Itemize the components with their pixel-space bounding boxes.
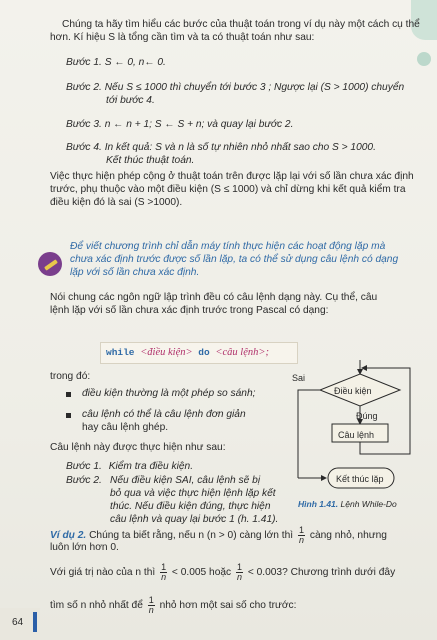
- step-3-text: n ← n + 1; S ← S + n; và quay lại bước 2.: [104, 119, 294, 130]
- step-1: [66, 56, 166, 69]
- example-label: Ví dụ 2.: [50, 530, 87, 542]
- example-line-3: [50, 563, 395, 582]
- step-3: [66, 118, 293, 131]
- figure-caption-text: Lệnh While-Do: [340, 499, 397, 509]
- flow-label-true: Đúng: [356, 411, 378, 421]
- exec-step-1: [66, 460, 193, 473]
- page-number: 64: [12, 617, 24, 628]
- bullet-2-line-2: hay câu lệnh ghép.: [82, 422, 169, 433]
- exec-step-2-label: Bước 2.: [66, 475, 102, 486]
- step-1-label: Bước 1.: [66, 57, 102, 68]
- code-statement: <câu lệnh>;: [215, 347, 269, 358]
- example-line-1-b: càng nhỏ, nhưng: [309, 530, 387, 542]
- exec-step-2-line-1: Nếu điều kiện SAI, câu lệnh sẽ bị: [110, 475, 261, 486]
- step-1-text: S ← 0, n← 0.: [104, 57, 166, 68]
- corner-decoration-dot: [417, 52, 431, 66]
- fraction-1-over-n: $\frac{1}{n}$: [298, 525, 304, 545]
- step-2-text-cont: tới bước 4.: [106, 95, 155, 106]
- exec-step-1-text: Kiểm tra điều kiện.: [108, 461, 194, 472]
- page-number-tab: [33, 612, 37, 632]
- code-condition: <điều kiện>: [140, 347, 193, 358]
- example-line-1-a: Chúng ta biết rằng, nếu n (n > 0) càng lớn thì: [89, 530, 294, 542]
- para2-line-3: điều kiện đó là sai (S >1000).: [50, 197, 183, 208]
- step-2-label: Bước 2.: [66, 82, 102, 93]
- step-2-text: Nếu S ≤ 1000 thì chuyển tới bước 3 ; Ngược lại (S > 1000) chuyển: [104, 82, 405, 93]
- note-line-2: chưa xác định trước được số lần lặp, ta có thể sử dụng câu lệnh có dạng: [70, 254, 399, 265]
- example-line-4-a: tìm số n nhỏ nhất để: [50, 600, 143, 612]
- exec-step-2-line-2: bỏ qua và việc thực hiện lệnh lặp kết: [110, 488, 276, 499]
- code-keyword-do: do: [198, 347, 210, 358]
- bullet-2-line-1: câu lệnh có thể là câu lệnh đơn giản: [82, 409, 246, 420]
- flow-false-line: [298, 390, 320, 478]
- step-2: [66, 81, 404, 94]
- step-4: [66, 141, 376, 154]
- figure-caption-number: Hình 1.41.: [298, 499, 339, 509]
- example-line-2: luôn lớn hơn 0.: [50, 542, 119, 553]
- step-4-text: In kết quả: S và n là số tự nhiên nhỏ nhất sao cho S > 1000.: [104, 142, 376, 153]
- code-keyword-while: while: [106, 347, 135, 358]
- note-line-3: lặp với số lần chưa xác định.: [70, 267, 200, 278]
- step-3-label: Bước 3.: [66, 119, 102, 130]
- exec-step-1-label: Bước 1.: [66, 461, 102, 472]
- example-line-3-b: < 0.005 hoặc: [171, 567, 232, 579]
- flow-label-end: Kết thúc lặp: [336, 474, 384, 484]
- figure-caption: [298, 498, 397, 511]
- step-4-label: Bước 4.: [66, 142, 102, 153]
- exec-step-2-line-4: câu lệnh và quay lại bước 1 (h. 1.41).: [110, 514, 279, 525]
- example-line-4-b: nhỏ hơn một sai số cho trước:: [159, 600, 297, 612]
- example-line-4: [50, 596, 296, 615]
- fraction-1-over-n: $\frac{1}{n}$: [236, 562, 242, 582]
- exec-intro: Câu lệnh này được thực hiện như sau:: [50, 442, 226, 453]
- note-line-1: Để viết chương trình chỉ dẫn máy tính thực hiện các hoạt động lặp mà: [70, 241, 386, 252]
- para3-line-2: lệnh lặp với số lần chưa xác định trước trong Pascal có dạng:: [50, 305, 329, 316]
- intro-line-1: Chúng ta hãy tìm hiểu các bước của thuật toán trong ví dụ này một cách cụ thể: [62, 19, 420, 30]
- fraction-1-over-n: $\frac{1}{n}$: [148, 595, 154, 615]
- pencil-note-icon: [38, 252, 62, 276]
- flow-label-condition: Điều kiện: [334, 386, 372, 396]
- bullet-marker: [66, 392, 71, 397]
- code-line: [106, 346, 269, 359]
- para2-line-1: Việc thực hiện phép cộng ở thuật toán trên được lặp lại với số lần chưa xác định: [50, 171, 414, 182]
- step-4-text-cont: Kết thúc thuật toán.: [106, 155, 195, 166]
- fraction-1-over-n: $\frac{1}{n}$: [161, 562, 167, 582]
- flow-label-false: Sai: [292, 373, 306, 383]
- where-label: trong đó:: [50, 371, 91, 382]
- bullet-marker: [66, 413, 71, 418]
- intro-line-2: hơn. Kí hiệu S là tổng cần tìm và ta có thuật toán như sau:: [50, 32, 315, 43]
- flow-label-statement: Câu lệnh: [338, 430, 375, 440]
- para3-line-1: Nói chung các ngôn ngữ lập trình đều có câu lệnh dạng này. Cụ thể, câu: [50, 292, 378, 303]
- exec-step-2-line-3: thúc. Nếu điều kiện đúng, thực hiện: [110, 501, 271, 512]
- bullet-1: điều kiện thường là một phép so sánh;: [82, 388, 256, 399]
- para2-line-2: trước, phụ thuộc vào một điều kiện (S ≤ 1000) và chỉ dừng khi kết quả kiểm tra: [50, 184, 406, 195]
- example-line-3-a: Với giá trị nào của n thì: [50, 567, 156, 579]
- example-line-3-c: < 0.003? Chương trình dưới đây: [247, 567, 396, 579]
